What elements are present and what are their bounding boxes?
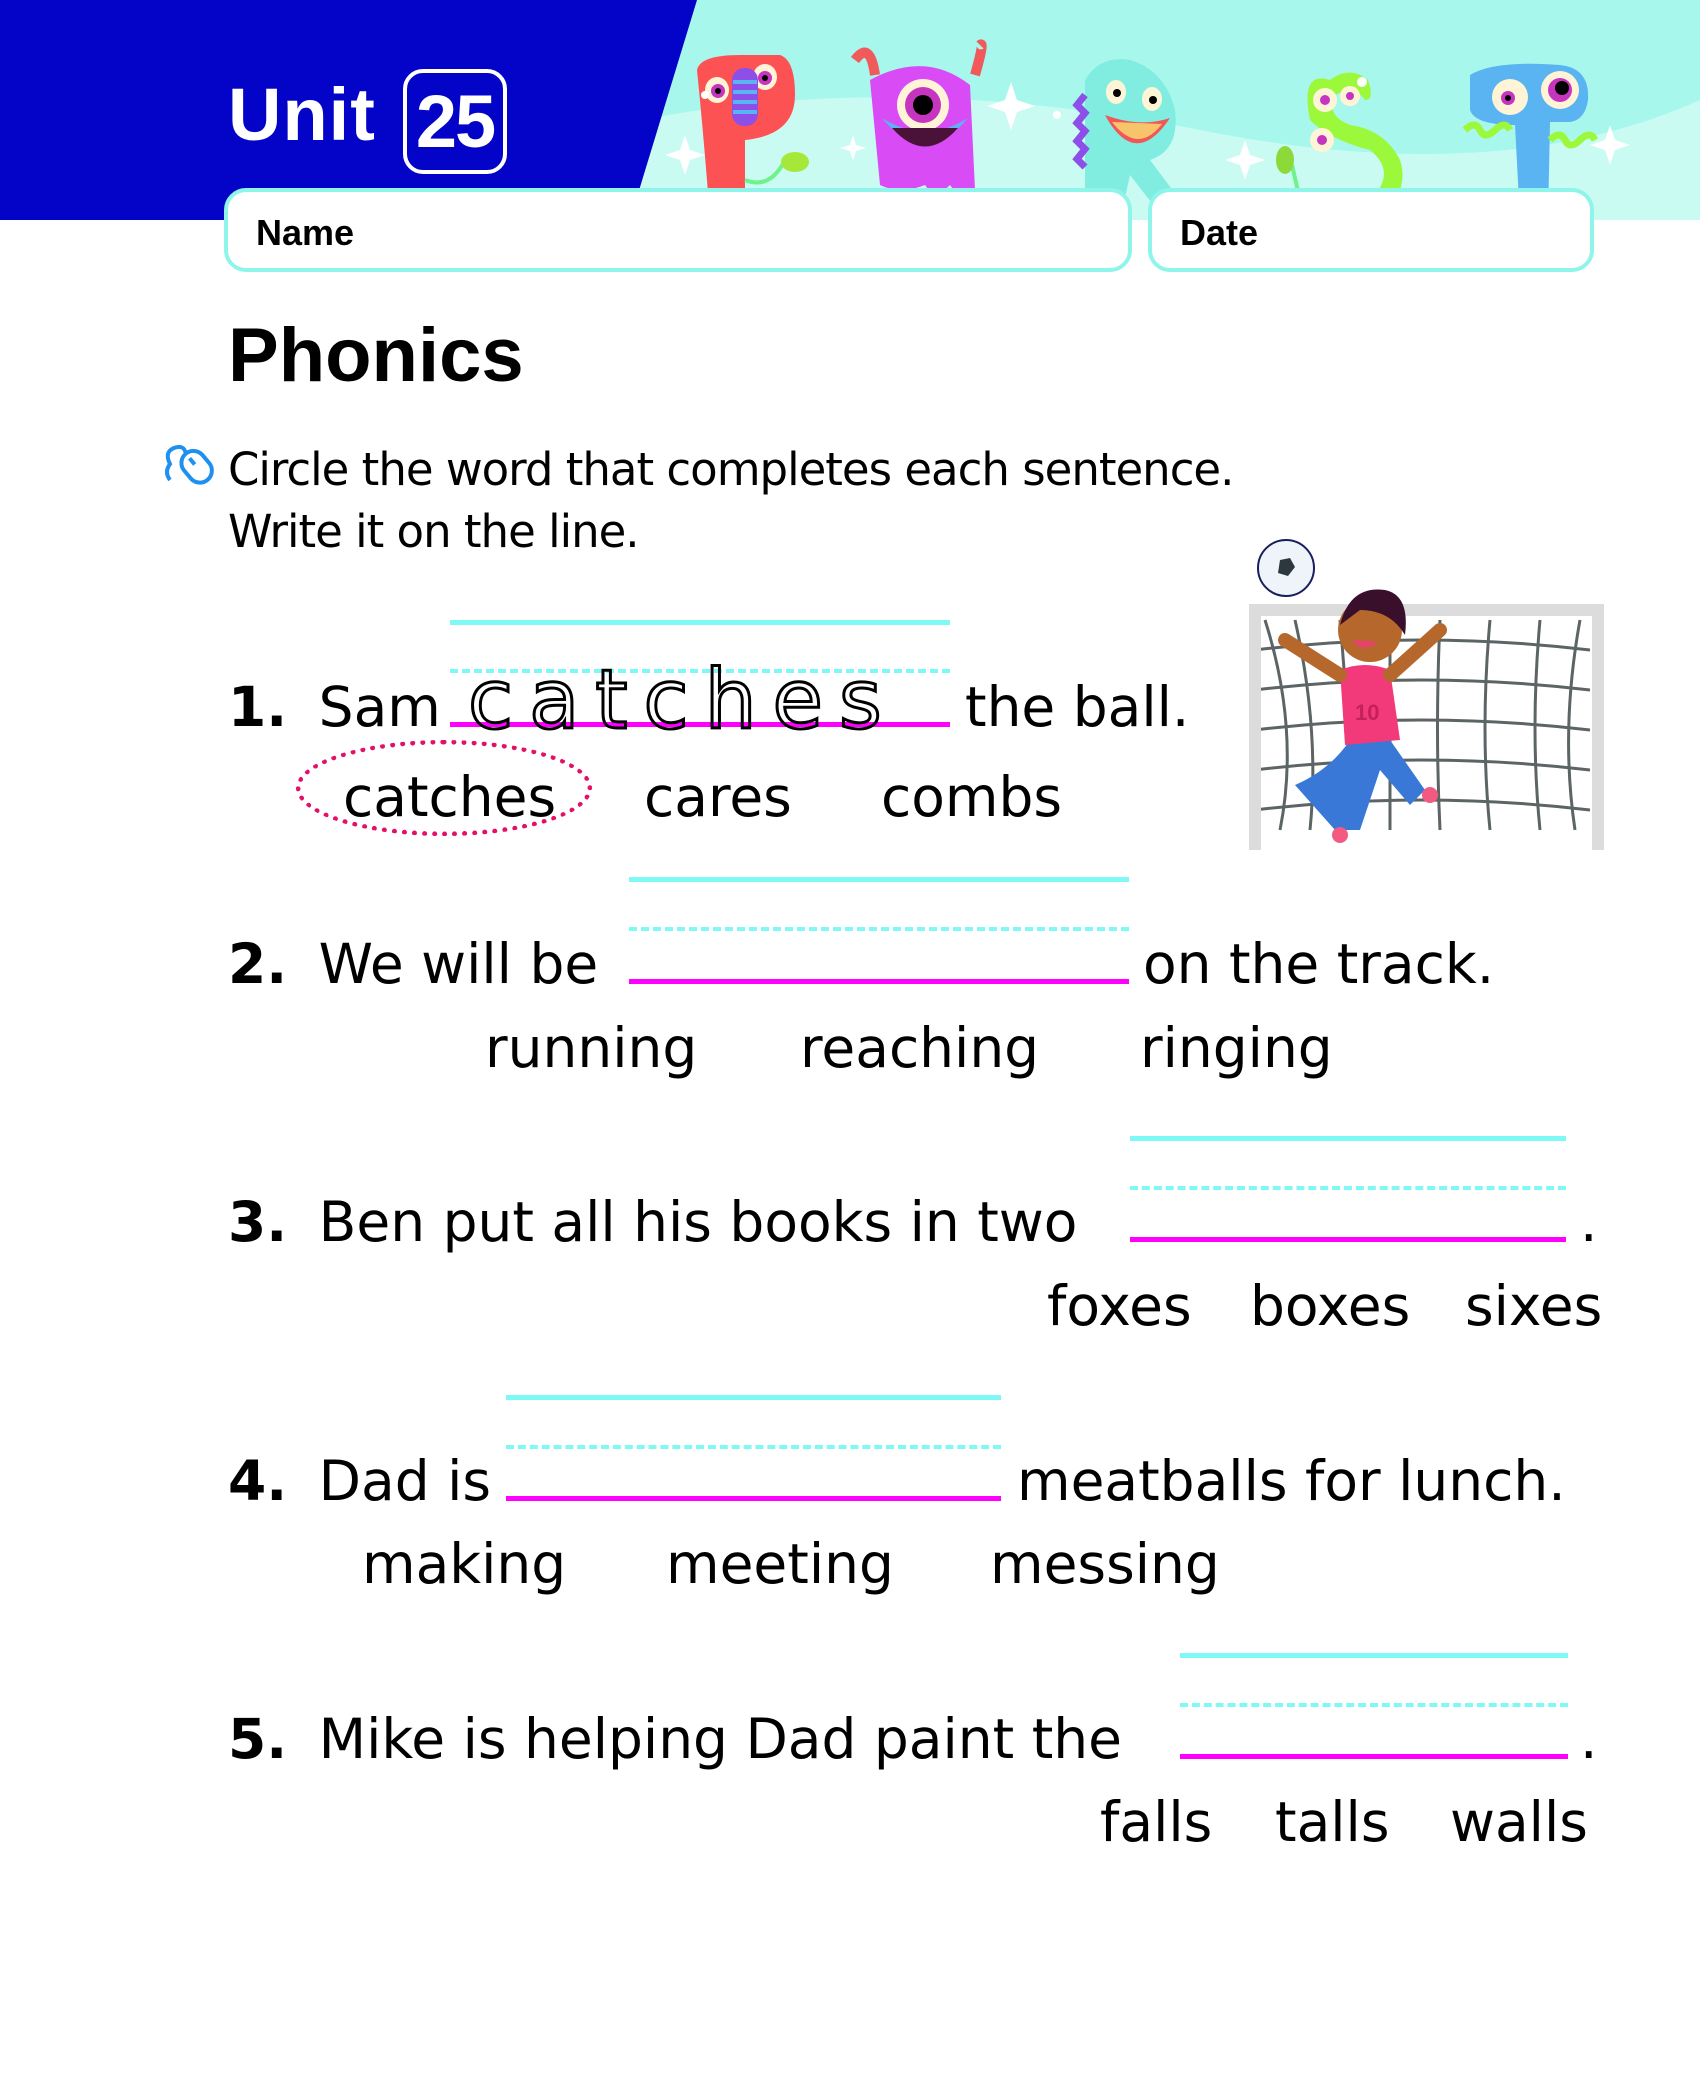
svg-text:10: 10 xyxy=(1355,700,1380,725)
question-4-sentence: 4. Dad is xyxy=(228,1449,492,1513)
option-boxes[interactable]: boxes xyxy=(1250,1274,1411,1338)
guide-line-top xyxy=(629,877,1129,882)
guide-line-mid xyxy=(629,927,1129,931)
question-4-end: meatballs for lunch. xyxy=(1017,1449,1566,1513)
question-1-sentence: 1. Sam xyxy=(228,675,441,739)
date-field[interactable] xyxy=(1148,188,1594,272)
option-combs[interactable]: combs xyxy=(881,765,1063,829)
option-messing[interactable]: messing xyxy=(990,1532,1220,1596)
traced-answer: catches xyxy=(468,653,898,748)
unit-label: Unit xyxy=(228,73,376,156)
soccer-goalkeeper-illustration xyxy=(1240,530,1610,860)
name-field[interactable] xyxy=(224,188,1132,272)
option-catches[interactable]: catches xyxy=(343,765,557,829)
instruction-line-2: Write it on the line. xyxy=(228,505,639,558)
date-label: Date xyxy=(1180,212,1259,253)
answer-line-2[interactable] xyxy=(629,979,1129,984)
question-3-end: . xyxy=(1580,1190,1598,1254)
guide-line-top xyxy=(506,1395,1001,1400)
question-2-end: on the track. xyxy=(1143,932,1495,996)
page-title: Phonics xyxy=(228,313,524,398)
option-cares[interactable]: cares xyxy=(644,765,792,829)
name-label: Name xyxy=(256,212,355,253)
question-5-sentence: 5. Mike is helping Dad paint the xyxy=(228,1707,1122,1771)
instruction-line-1: Circle the word that completes each sentence. xyxy=(228,443,1234,496)
option-ringing[interactable]: ringing xyxy=(1140,1016,1333,1080)
question-2-sentence: 2. We will be xyxy=(228,932,599,996)
question-5-end: . xyxy=(1580,1707,1598,1771)
question-3-sentence: 3. Ben put all his books in two xyxy=(228,1190,1078,1254)
option-making[interactable]: making xyxy=(362,1532,567,1596)
answer-line-3[interactable] xyxy=(1130,1237,1566,1242)
guide-line-top xyxy=(1180,1653,1568,1658)
option-falls[interactable]: falls xyxy=(1100,1790,1213,1854)
mouse-icon xyxy=(162,442,218,486)
guide-line-mid xyxy=(506,1445,1001,1449)
option-sixes[interactable]: sixes xyxy=(1465,1274,1603,1338)
guide-line-mid xyxy=(1130,1186,1566,1190)
option-foxes[interactable]: foxes xyxy=(1047,1274,1192,1338)
question-1-end: the ball. xyxy=(965,675,1190,739)
option-reaching[interactable]: reaching xyxy=(800,1016,1040,1080)
option-walls[interactable]: walls xyxy=(1450,1790,1588,1854)
answer-line-4[interactable] xyxy=(506,1496,1001,1501)
unit-number-badge: 25 xyxy=(403,69,507,174)
option-running[interactable]: running xyxy=(485,1016,698,1080)
guide-line-top xyxy=(1130,1136,1566,1141)
guide-line-mid xyxy=(1180,1703,1568,1707)
guide-line-top xyxy=(450,620,950,625)
answer-line-5[interactable] xyxy=(1180,1754,1568,1759)
option-meeting[interactable]: meeting xyxy=(666,1532,894,1596)
option-talls[interactable]: talls xyxy=(1275,1790,1390,1854)
question-number: 1. xyxy=(228,675,288,739)
